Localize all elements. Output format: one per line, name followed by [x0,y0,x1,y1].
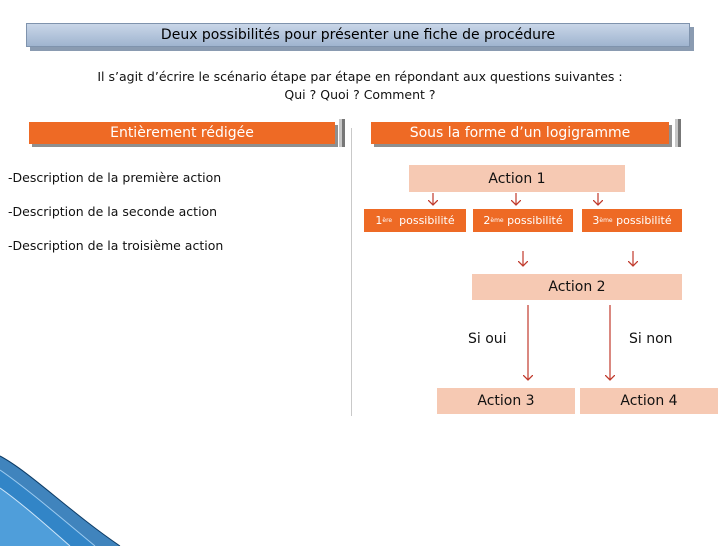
possibility-3-box: 3 ème possibilité [582,209,682,232]
description-item-1: -Description de la première action [8,170,222,185]
description-item-3: -Description de la troisième action [8,238,224,253]
page-title: Deux possibilités pour présenter une fiche de procédure [26,23,690,47]
action-4-box: Action 4 [580,388,718,414]
label-si-non: Si non [629,331,673,347]
description-item-2: -Description de la seconde action [8,204,218,219]
intro-line-1: Il s’agit d’écrire le scénario étape par étape en répondant aux questions suivantes : [97,69,623,84]
label-si-oui: Si oui [468,331,507,347]
left-header: Entièrement rédigée [29,122,335,144]
possibility-1-box: 1 ère possibilité [364,209,466,232]
bullet-dash: - [8,204,13,219]
bottom-decoration [0,452,728,546]
action-1-box: Action 1 [409,165,625,192]
intro-line-2: Qui ? Quoi ? Comment ? [284,87,436,102]
possibility-2-box: 2 ème possibilité [473,209,573,232]
action-2-box: Action 2 [472,274,682,300]
right-header: Sous la forme d’un logigramme [371,122,669,144]
bullet-dash: - [8,238,13,253]
bullet-dash: - [8,170,13,185]
action-3-box: Action 3 [437,388,575,414]
